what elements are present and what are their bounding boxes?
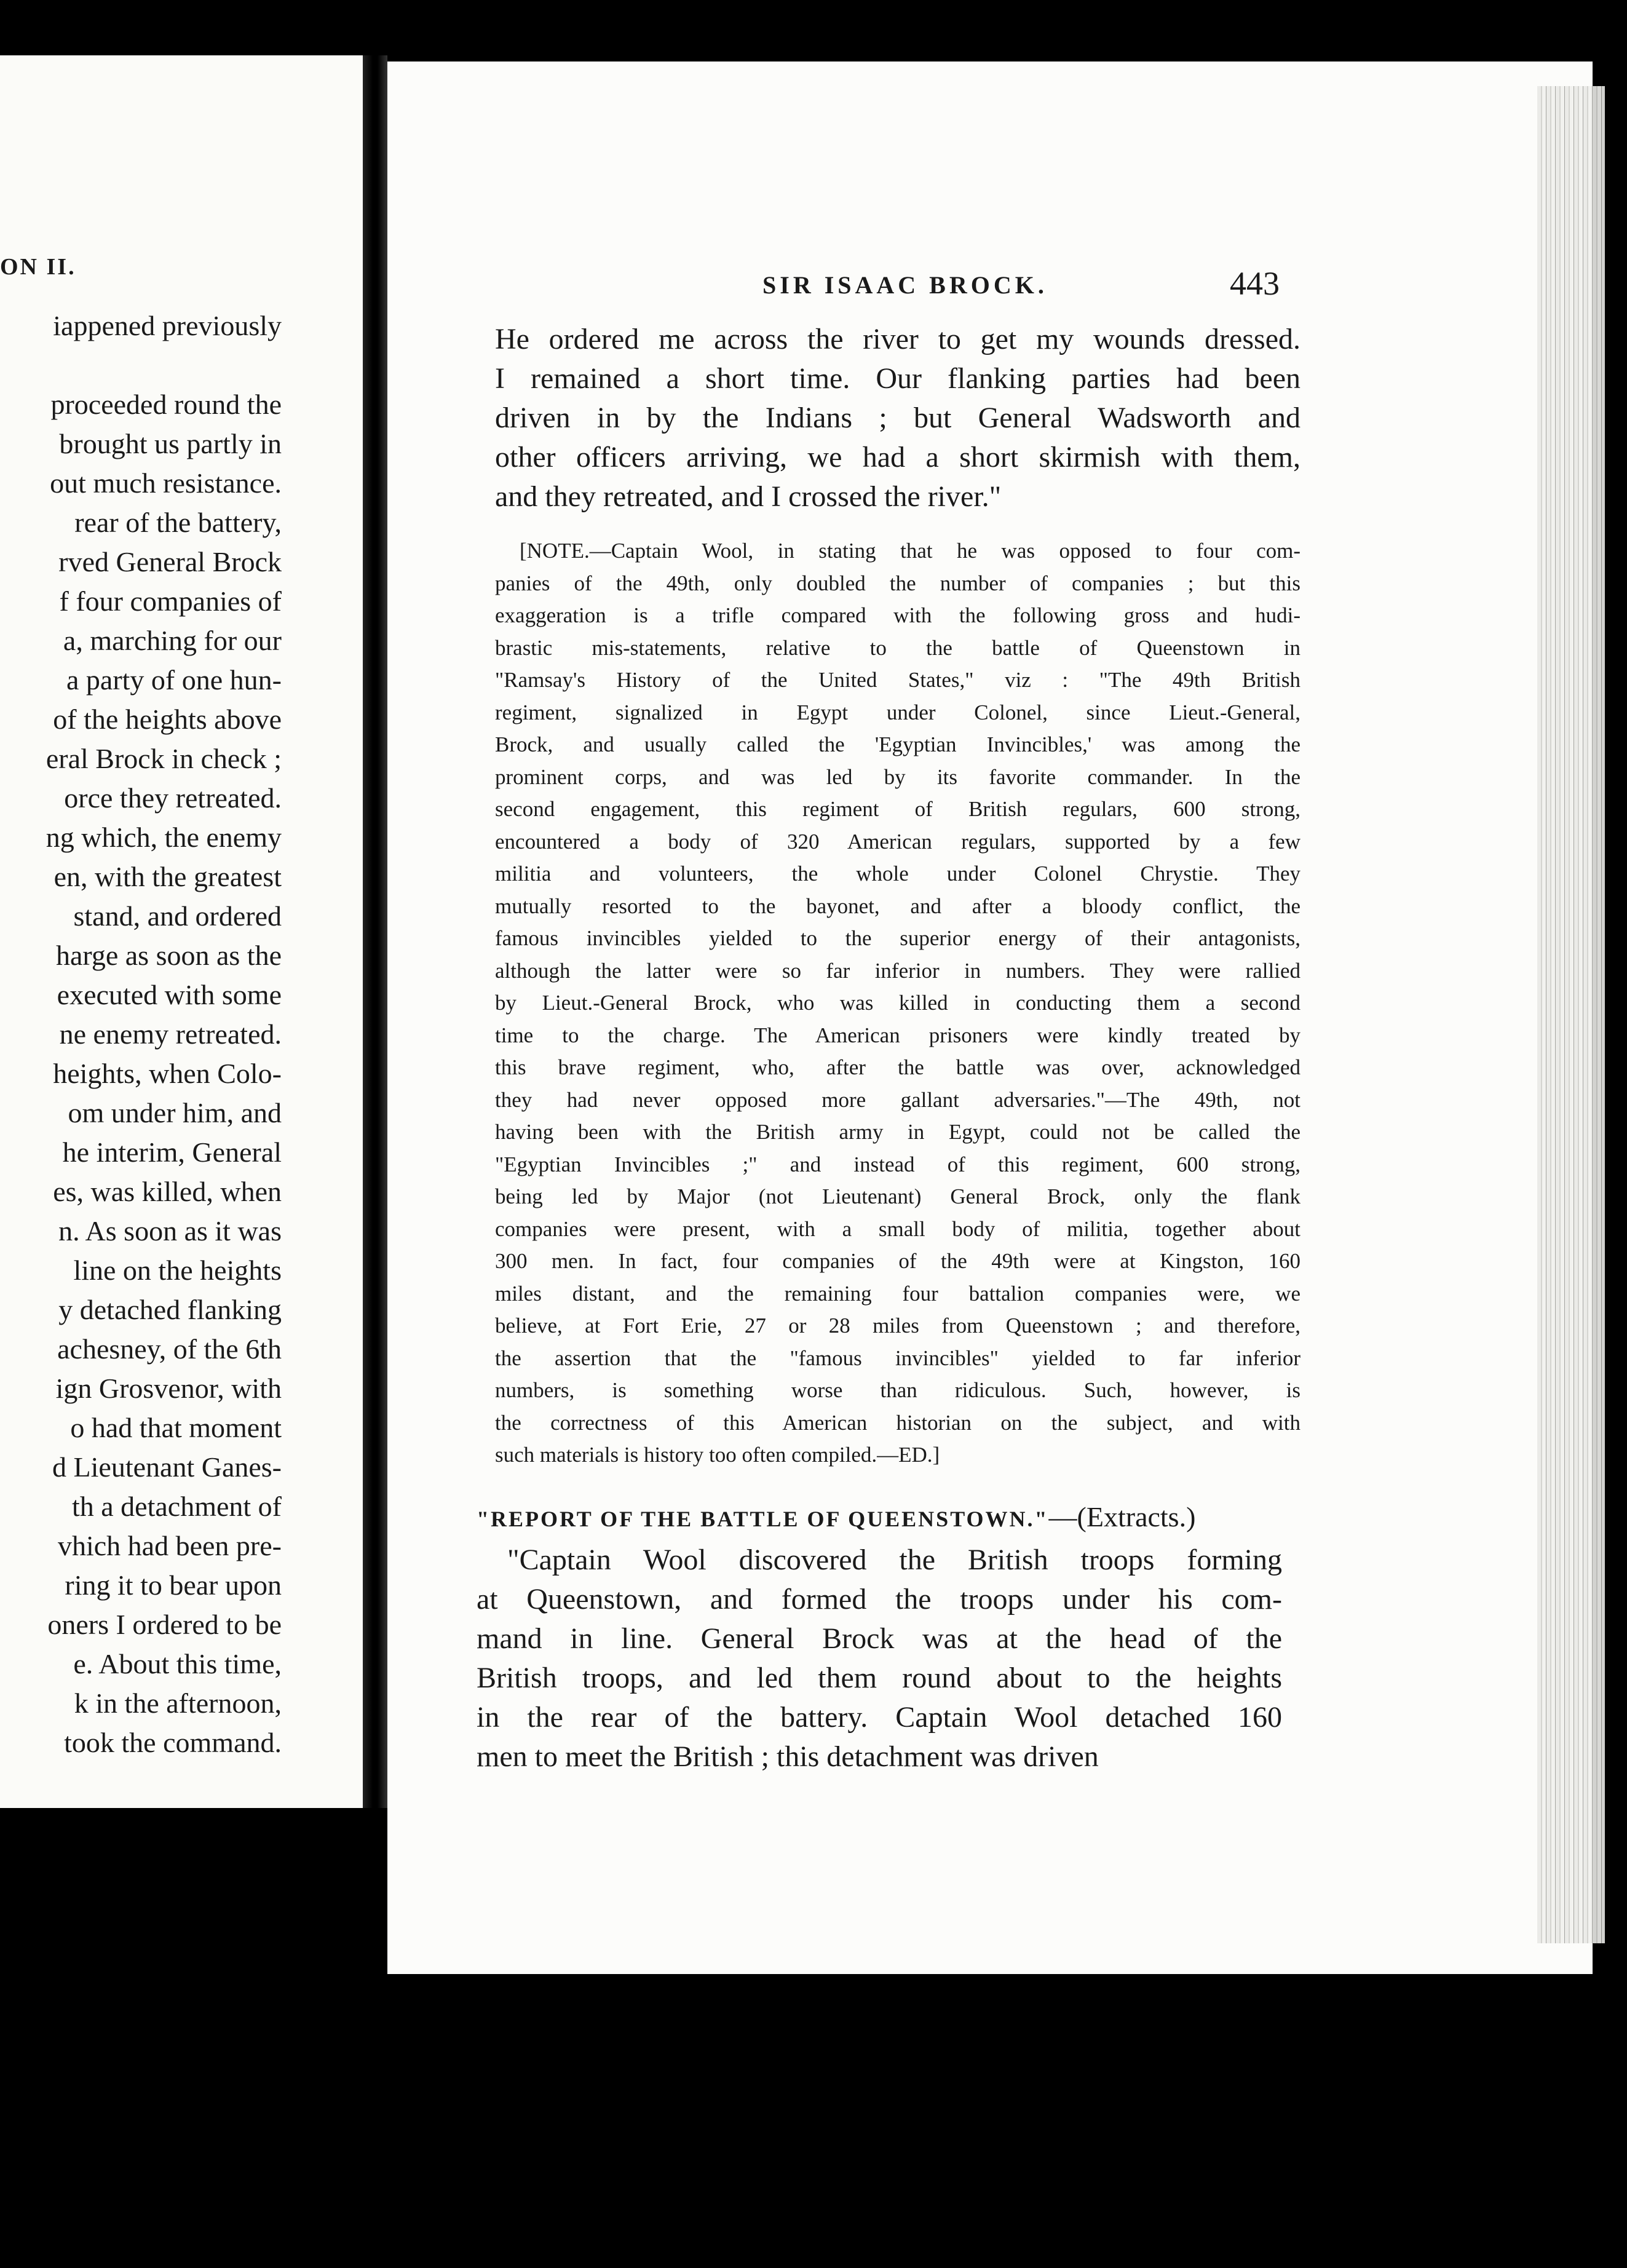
note-line: having been with the British army in Egypt, could not be called the (495, 1120, 1300, 1144)
note-line: brastic mis-statements, relative to the battle of Queenstown in (495, 635, 1300, 660)
note-line: "Ramsay's History of the United States," viz : "The 49th British (495, 668, 1300, 692)
report-line: men to meet the British ; this detachment was driven (477, 1740, 1099, 1773)
left-page-line: line on the heights (73, 1255, 282, 1286)
left-page-line: d Lieutenant Ganes- (52, 1451, 282, 1483)
note-line: this brave regiment, who, after the battle was over, acknowledged (495, 1055, 1300, 1079)
note-line: regiment, signalized in Egypt under Colonel, since Lieut.-General, (495, 700, 1300, 724)
left-page-line: proceeded round the (50, 389, 282, 420)
note-line: mutually resorted to the bayonet, and after a bloody conflict, the (495, 894, 1300, 918)
report-heading (477, 1501, 1195, 1533)
note-line: they had never opposed more gallant adversaries."—The 49th, not (495, 1087, 1300, 1112)
running-head: SIR ISAAC BROCK. (762, 271, 1048, 299)
left-page-line: om under him, and (68, 1097, 282, 1128)
note-line: second engagement, this regiment of British regulars, 600 strong, (495, 797, 1300, 821)
left-page-line: f four companies of (59, 585, 282, 617)
editor-note (495, 535, 1300, 1472)
note-line: famous invincibles yielded to the superior energy of their antagonists, (495, 926, 1300, 950)
note-line: prominent corps, and was led by its favorite commander. In the (495, 764, 1300, 789)
note-line: encountered a body of 320 American regulars, supported by a few (495, 829, 1300, 854)
note-line: [NOTE.—Captain Wool, in stating that he was opposed to four com- (520, 539, 1300, 563)
note-line: the correctness of this American historian on the subject, and with (495, 1410, 1300, 1435)
left-page-line: es, was killed, when (53, 1176, 282, 1207)
note-line: panies of the 49th, only doubled the number of companies ; but this (495, 571, 1300, 595)
left-page-line (0, 346, 282, 385)
note-line: by Lieut.-General Brock, who was killed in conducting them a second (495, 991, 1300, 1015)
note-line: militia and volunteers, the whole under Colonel Chrystie. They (495, 862, 1300, 886)
text-line: He ordered me across the river to get my wounds dressed. (495, 323, 1300, 355)
note-line: exaggeration is a trifle compared with the following gross and hudi- (495, 603, 1300, 627)
left-page-line: ng which, the enemy (46, 822, 282, 853)
note-line: time to the charge. The American prisoners were kindly treated by (495, 1023, 1300, 1047)
left-page-line: ring it to bear upon (65, 1569, 282, 1601)
note-line: believe, at Fort Erie, 27 or 28 miles from Queenstown ; and therefore, (495, 1314, 1300, 1338)
note-line: such materials is history too often compiled.—ED.] (495, 1443, 940, 1467)
book-gutter (363, 55, 387, 1808)
report-line: in the rear of the battery. Captain Wool detached 160 (477, 1701, 1282, 1734)
left-page-line: y detached flanking (58, 1294, 282, 1325)
left-page-line: a, marching for our (63, 625, 282, 656)
left-page-line: oners I ordered to be (47, 1609, 282, 1640)
left-page-line: en, with the greatest (53, 861, 282, 892)
left-page-line: th a detachment of (71, 1491, 282, 1522)
left-page-header: ON II. (0, 254, 76, 280)
note-line: Brock, and usually called the 'Egyptian Invincibles,' was among the (495, 732, 1300, 756)
left-page-line: executed with some (57, 979, 282, 1010)
text-line: other officers arriving, we had a short skirmish with them, (495, 441, 1300, 474)
left-page-text (0, 306, 282, 1762)
note-line: "Egyptian Invincibles ;" and instead of this regiment, 600 strong, (495, 1152, 1300, 1176)
left-page-line: a party of one hun- (66, 664, 282, 696)
note-line: the assertion that the "famous invincibles" yielded to far inferior (495, 1346, 1300, 1370)
note-line: companies were present, with a small body of militia, together about (495, 1216, 1300, 1241)
report-heading-suffix: —(Extracts.) (1048, 1501, 1196, 1532)
left-page-line: iappened previously (53, 310, 282, 341)
left-page-line: k in the afternoon, (74, 1687, 282, 1719)
text-line: I remained a short time. Our flanking parties had been (495, 362, 1300, 395)
note-line: 300 men. In fact, four companies of the 49th were at Kingston, 160 (495, 1249, 1300, 1273)
report-paragraph (477, 1540, 1282, 1777)
left-page (0, 55, 363, 1808)
note-line: miles distant, and the remaining four battalion companies were, we (495, 1281, 1300, 1306)
left-page-line: took the command. (64, 1727, 282, 1758)
text-line: driven in by the Indians ; but General Wadsworth and (495, 402, 1300, 434)
report-line: mand in line. General Brock was at the head of the (477, 1622, 1282, 1655)
left-page-line: of the heights above (53, 704, 282, 735)
left-page-line: out much resistance. (50, 467, 282, 499)
page-number: 443 (1230, 265, 1280, 302)
left-page-line: rved General Brock (58, 546, 282, 577)
left-page-line: ne enemy retreated. (59, 1018, 282, 1050)
page-edges (1537, 86, 1605, 1943)
left-page-line: harge as soon as the (55, 940, 282, 971)
note-line: numbers, is something worse than ridiculous. Such, however, is (495, 1378, 1300, 1402)
report-line: at Queenstown, and formed the troops under his com- (477, 1583, 1282, 1616)
report-line: "Captain Wool discovered the British troops forming (507, 1544, 1282, 1576)
left-page-line: brought us partly in (59, 428, 282, 459)
left-page-line: he interim, General (62, 1136, 282, 1168)
left-page-line: ign Grosvenor, with (55, 1373, 282, 1404)
report-heading-title: "REPORT OF THE BATTLE OF QUEENSTOWN." (477, 1507, 1049, 1531)
left-page-line: rear of the battery, (74, 507, 282, 538)
left-page-line: vhich had been pre- (57, 1530, 282, 1561)
left-page-line: o had that moment (70, 1412, 282, 1443)
opening-paragraph (495, 320, 1300, 517)
note-line: although the latter were so far inferior in numbers. They were rallied (495, 958, 1300, 983)
left-page-line: e. About this time, (73, 1648, 282, 1679)
left-page-line: eral Brock in check ; (46, 743, 282, 774)
note-line: being led by Major (not Lieutenant) General Brock, only the flank (495, 1184, 1300, 1208)
left-page-line: stand, and ordered (73, 900, 282, 932)
report-line: British troops, and led them round about to the heights (477, 1662, 1282, 1694)
left-page-line: achesney, of the 6th (57, 1333, 282, 1365)
left-page-line: heights, when Colo- (53, 1058, 282, 1089)
left-page-line: orce they retreated. (64, 782, 282, 814)
left-page-line: n. As soon as it was (58, 1215, 282, 1247)
text-line: and they retreated, and I crossed the river." (495, 480, 1002, 513)
